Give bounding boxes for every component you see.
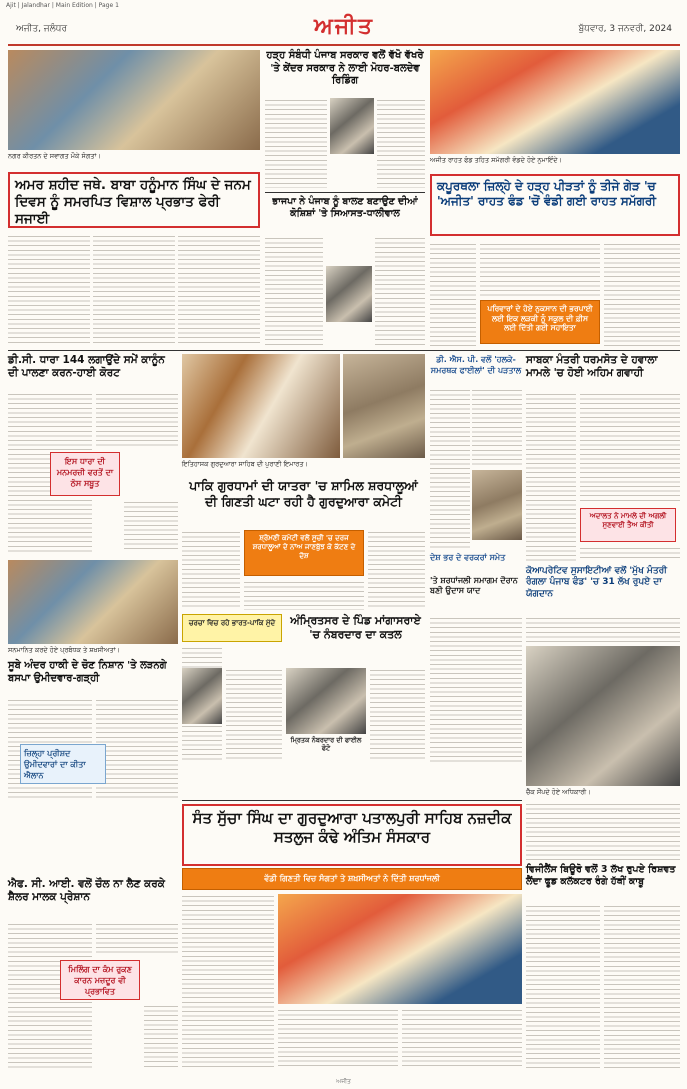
cheque-handover-photo <box>526 646 680 786</box>
statue-photo <box>472 470 522 540</box>
dc-144-headline: ਡੀ.ਸੀ. ਧਾਰਾ 144 ਲਗਾਉਂਦੇ ਸਮੇਂ ਕਾਨੂੰਨ ਦੀ ਪਾਲਣਾ ਕਰਨ-ਹਾਈ ਕੋਰਟ <box>8 354 165 380</box>
amar-shaheed-headline: ਅਮਰ ਸ਼ਹੀਦ ਜਥੇ. ਬਾਬਾ ਹਨੂੰਮਾਨ ਸਿੰਘ ਦੇ ਜਨਮ ਦਿਵਸ ਨੂੰ ਸਮਰਪਿਤ ਵਿਸ਼ਾਲ ਪ੍ਰਭਾਤ ਫੇਰੀ ਸਜਾਈ <box>8 172 260 228</box>
sant-sucha-column-2 <box>278 1008 398 1070</box>
minister-case-headline: ਸਾਬਕਾ ਮੰਤਰੀ ਧਰਮਸੋਤ ਦੇ ਹਵਾਲਾ ਮਾਮਲੇ 'ਚ ਹੋਈ ਅਹਿਮ ਗਵਾਹੀ <box>526 354 658 380</box>
pak-gurdwara-highlight-box: ਸ਼੍ਰੋਮਣੀ ਕਮੇਟੀ ਵਲੋਂ ਸੂਚੀ 'ਚ ਦਰਜ ਸ਼ਰਧਾਲੂਆਂ ਦੇ ਨਾਂਅ ਜਾਣਬੁੱਝ ਕੇ ਕੱਟਣ ਦੇ ਦੋਸ਼ <box>244 530 364 576</box>
fci-column-2 <box>96 922 178 956</box>
suba-hockey-headline: ਸੂਬੇ ਅੰਦਰ ਹਾਕੀ ਦੇ ਚੋਣ ਨਿਸ਼ਾਨ 'ਤੇ ਲੜਨਗੇ ਬਸਪਾ ਉਮੀਦਵਾਰ-ਗੜ੍ਹੀ <box>8 660 167 684</box>
sant-sucha-column-3 <box>402 1008 522 1070</box>
fci-column-3 <box>144 1004 178 1070</box>
kapurthala-column-2 <box>480 242 600 296</box>
relief-photo-caption: ਅਜੀਤ ਰਾਹਤ ਫੰਡ ਤਹਿਤ ਸਮੱਗਰੀ ਵੰਡਦੇ ਹੋਏ ਨੁਮਾਇੰਦੇ। <box>430 156 562 164</box>
pak-gurdwara-headline: ਪਾਕਿ ਗੁਰਧਾਮਾਂ ਦੀ ਯਾਤਰਾ 'ਚ ਸ਼ਾਮਿਲ ਸ਼ਰਧਾਲੂਆਂ ਦੀ ਗਿਣਤੀ ਘਟਾ ਰਹੀ ਹੈ ਗੁਰਦੁਆਰਾ ਕਮੇਟੀ <box>189 478 418 509</box>
kapurthala-flood-headline: ਕਪੂਰਥਲਾ ਜ਼ਿਲ੍ਹੇ ਦੇ ਹੜ੍ਹ ਪੀੜਤਾਂ ਨੂੰ ਤੀਜੇ ਗੇੜ 'ਚ 'ਅਜੀਤ' ਰਾਹਤ ਫੰਡ 'ਚੋਂ ਵੰਡੀ ਗਈ ਰਾਹਤ ਸਮੱਗਰੀ <box>430 174 680 236</box>
minister-case-box: ਅਦਾਲਤ ਨੇ ਮਾਮਲੇ ਦੀ ਅਗਲੀ ਸੁਣਵਾਈ ਤੈਅ ਕੀਤੀ <box>580 508 676 542</box>
top-left-photo <box>8 50 260 150</box>
page-footer: ਅਜੀਤ <box>336 1078 351 1085</box>
fci-box: ਮਿਲਿੰਗ ਦਾ ਕੰਮ ਰੁਕਣ ਕਾਰਨ ਮਜ਼ਦੂਰ ਵੀ ਪ੍ਰਭਾਵਿਤ <box>60 960 140 1000</box>
flood-punjab-headline: ਹੜ੍ਹ ਸੰਬੰਧੀ ਪੰਜਾਬ ਸਰਕਾਰ ਵਲੋਂ ਵੱਖੋ ਵੱਖਰੇ 'ਤੇ ਕੇਂਦਰ ਸਰਕਾਰ ਨੇ ਲਾਈ ਮੋਹਰ-ਬਲਦੇਵ ਰਿਡਿੰਗ <box>266 50 424 86</box>
suba-column-2 <box>96 698 178 800</box>
politician-portrait-photo <box>326 266 372 322</box>
divider <box>8 350 680 351</box>
victim-photo <box>286 668 366 734</box>
minister-case-column-2 <box>580 392 680 504</box>
cremation-gathering-photo <box>278 894 522 1004</box>
masthead-edition: ਅਜੀਤ, ਜਲੰਧਰ <box>16 24 68 34</box>
bjp-punjab-headline: ਭਾਜਪਾ ਨੇ ਪੰਜਾਬ ਨੂੰ ਬਾਲਣ ਬਣਾਉਣ ਦੀਆਂ ਕੋਸ਼ਿਸ਼ਾਂ 'ਤੇ ਸਿਆਸਤ-ਧਾਲੀਵਾਲ <box>272 196 418 219</box>
divider <box>265 192 425 193</box>
dc-144-box: ਇਸ ਧਾਰਾ ਦੀ ਮਨਮਰਜ਼ੀ ਵਰਤੋਂ ਦਾ ਠੋਸ ਸਬੂਤ <box>50 452 120 496</box>
amar-shaheed-column-3 <box>178 234 260 346</box>
print-info-line: Ajit | Jalandhar | Main Edition | Page 1 <box>6 2 119 9</box>
masthead <box>8 14 680 46</box>
politician-photo <box>182 668 222 724</box>
dc-144-column-2 <box>96 392 178 448</box>
gurdwara-building-photo <box>182 354 340 458</box>
sant-sucha-subhead: ਵੱਡੀ ਗਿਣਤੀ ਵਿਚ ਸੰਗਤਾਂ ਤੇ ਸ਼ਖ਼ਸੀਅਤਾਂ ਨੇ ਦਿੱਤੀ ਸ਼ਰਧਾਂਜਲੀ <box>182 868 522 890</box>
gmg-column-2 <box>472 388 522 466</box>
gurdwara-ruins-photo <box>343 354 425 458</box>
gmg-director-headline: ਡੀ. ਐਸ. ਪੀ. ਵਲੋਂ 'ਹਲਕੇ-ਸਮਰਥਕ ਫਾਈਲਾਂ' ਦੀ ਪੜਤਾਲ <box>430 355 522 375</box>
masthead-title: ਅਜੀਤ <box>314 14 374 39</box>
victim-photo-label: ਮ੍ਰਿਤਕ ਨੰਬਰਦਾਰ ਦੀ ਫਾਈਲ ਫੋਟੋ <box>290 736 362 752</box>
kapurthala-highlight-box: ਪਰਿਵਾਰਾਂ ਦੇ ਹੋਏ ਨੁਕਸਾਨ ਦੀ ਭਰਪਾਈ ਲਈ ਇਕ ਲੜਕੀ ਨੂੰ ਸਕੂਲ ਦੀ ਫ਼ੀਸ ਲਈ ਦਿੱਤੀ ਗਈ ਸਹਾਇਤਾ <box>480 300 600 344</box>
sant-sucha-headline: ਸੰਤ ਸੁੱਚਾ ਸਿੰਘ ਦਾ ਗੁਰਦੁਆਰਾ ਪਤਾਲਪੁਰੀ ਸਾਹਿਬ ਨਜ਼ਦੀਕ ਸਤਲੁਜ ਕੰਢੇ ਅੰਤਿਮ ਸੰਸਕਾਰ <box>192 809 512 846</box>
group-event-photo <box>8 560 178 644</box>
divider <box>182 800 522 801</box>
amritsar-column-3 <box>370 668 425 762</box>
flood-punjab-column-2 <box>377 98 425 188</box>
cm-relief-column-bottom <box>526 802 680 860</box>
top-left-photo-caption: ਨਗਰ ਕੀਰਤਨ ਦੇ ਸਵਾਗਤ ਮੌਕੇ ਸੰਗਤਾਂ। <box>8 152 101 160</box>
relief-distribution-photo <box>430 50 680 154</box>
amritsar-murder-headline: ਅੰਮ੍ਰਿਤਸਰ ਦੇ ਪਿੰਡ ਮਾਂਗਾਸਰਾਏ 'ਚ ਨੰਬਰਦਾਰ ਦਾ ਕਤਲ <box>290 614 421 641</box>
official-portrait-photo <box>330 98 374 154</box>
bjp-punjab-column-1 <box>265 236 323 346</box>
cm-relief-headline: ਕੋਆਪਰੇਟਿਵ ਸੁਸਾਇਟੀਆਂ ਵਲੋਂ 'ਮੁੱਖ ਮੰਤਰੀ ਰੰਗਲਾ ਪੰਜਾਬ ਫੰਡ' 'ਚ 31 ਲੱਖ ਰੁਪਏ ਦਾ ਯੋਗਦਾਨ <box>526 566 667 599</box>
kapurthala-column-1 <box>430 242 476 346</box>
amar-shaheed-column-1 <box>8 234 90 346</box>
bjp-punjab-column-2 <box>375 236 425 346</box>
masthead-date: ਬੁੱਧਵਾਰ, 3 ਜਨਵਰੀ, 2024 <box>578 24 672 34</box>
cm-relief-column-top <box>526 616 680 642</box>
amritsar-kicker: ਚਰਚਾ ਵਿਚ ਰਹੇ ਭਾਰਤ-ਪਾਕਿ ਮੁੱਦੇ <box>182 614 282 642</box>
group-event-caption: ਸਨਮਾਨਿਤ ਕਰਦੇ ਹੋਏ ਪ੍ਰਬੰਧਕ ਤੇ ਸ਼ਖ਼ਸੀਅਤਾਂ। <box>8 646 120 654</box>
tribute-column <box>430 616 522 762</box>
flood-punjab-column-1 <box>265 98 327 188</box>
pak-gurdwara-column-2 <box>244 580 364 610</box>
pak-gurdwara-column-1 <box>182 530 240 610</box>
cm-relief-caption: ਚੈੱਕ ਸੌਂਪਦੇ ਹੋਏ ਅਧਿਕਾਰੀ। <box>526 788 591 796</box>
suba-zila-box: ਜ਼ਿਲ੍ਹਾ ਪ੍ਰੀਸ਼ਦ ਉਮੀਦਵਾਰਾਂ ਦਾ ਕੀਤਾ ਐਲਾਨ <box>20 744 106 784</box>
vigilance-column-1 <box>526 904 600 1070</box>
kapurthala-column-3 <box>604 242 680 346</box>
sant-sucha-column-1 <box>182 894 274 1070</box>
amar-shaheed-column-2 <box>93 234 175 346</box>
vigilance-column-2 <box>604 904 680 1070</box>
sant-sucha-headline-frame <box>182 804 522 866</box>
amritsar-column-2 <box>226 668 282 762</box>
minister-case-column-1 <box>526 392 576 562</box>
pak-gurdwara-column-3 <box>368 530 425 610</box>
tribute-kicker: ਦੇਸ਼ ਭਰ ਦੇ ਵਰਕਰਾਂ ਸਮੇਤ <box>430 553 506 562</box>
tribute-headline: 'ਤੇ ਸ਼ਰਧਾਂਜਲੀ ਸਮਾਗਮ ਦੌਰਾਨ ਬਣੀ ਉਦਾਸ ਯਾਦ <box>430 576 518 595</box>
fci-headline: ਐਫ. ਸੀ. ਆਈ. ਵਲੋਂ ਚੌਲ ਨਾ ਲੈਣ ਕਰਕੇ ਸ਼ੈਲਰ ਮਾਲਕ ਪ੍ਰੇਸ਼ਾਨ <box>8 878 165 904</box>
gurdwara-photo-caption: ਇਤਿਹਾਸਕ ਗੁਰਦੁਆਰਾ ਸਾਹਿਬ ਦੀ ਪੁਰਾਣੀ ਇਮਾਰਤ। <box>182 460 308 468</box>
minister-case-column-3 <box>580 546 680 562</box>
gmg-column-1 <box>430 388 470 548</box>
vigilance-headline: ਵਿਜੀਲੈਂਸ ਬਿਊਰੋ ਵਲੋਂ 3 ਲੱਖ ਰੁਪਏ ਰਿਸ਼ਵਤ ਲੈਂਦਾ ਫੂਡ ਕਲੱਕਟਰ ਰੰਗੇ ਹੱਥੀਂ ਕਾਬੂ <box>526 864 676 887</box>
dc-144-column-3 <box>124 500 178 552</box>
